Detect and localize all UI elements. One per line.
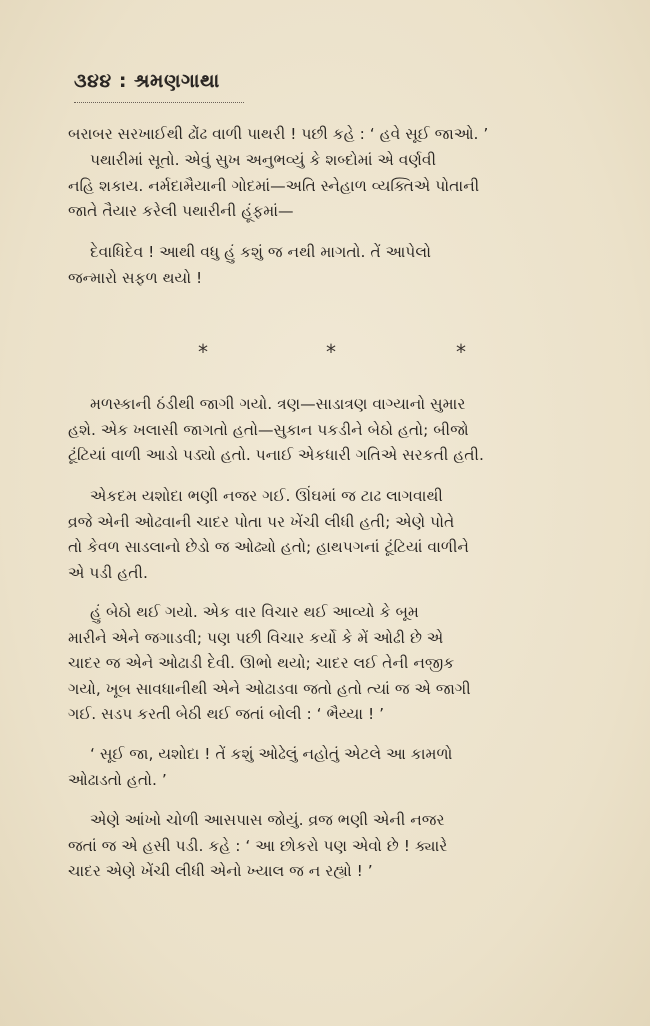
paragraph-s2-p4 xyxy=(68,742,570,793)
divider-star: * xyxy=(456,340,466,364)
section-divider xyxy=(0,340,650,370)
page-header: ૩૪૪ : શ્રમણગાથા xyxy=(74,70,220,92)
text-line: હું બેઠો થઈ ગયો. એક વાર વિચાર થઈ આવ્યો કે બૂમ xyxy=(90,603,419,621)
text-line: એકદમ યશોદા ભણી નજર ગઈ. ઊંઘમાં જ ટાઢ લાગવાથી xyxy=(90,487,443,505)
paragraph-s2-p1 xyxy=(68,392,570,469)
text-line: તો કેવળ સાડલાનો છેડો જ ઓઢ્યો હતો; હાથપગનાં ટૂંટિયાં વાળીને xyxy=(68,538,469,556)
text-line: જન્મારો સફળ થયો ! xyxy=(68,268,203,287)
divider-star: * xyxy=(326,340,336,364)
text-line: ‘ સૂઈ જા, યશોદા ! તેં કશું ઓઢેલું નહોતું એટલે આ કામળો xyxy=(90,745,453,763)
paragraph-s1-p2 xyxy=(68,148,570,225)
text-line: ચાદર જ એને ઓઢાડી દેવી. ઊભો થયો; ચાદર લઈ તેની નજીક xyxy=(68,654,455,672)
text-line: પથારીમાં સૂતો. એવું સુખ અનુભવ્યું કે શબ્દોમાં એ વર્ણવી xyxy=(90,151,437,169)
paragraph-s2-p2 xyxy=(68,484,570,586)
paragraph-s1-p1 xyxy=(68,122,570,148)
text-line: હશે. એક ખલાસી જાગતો હતો—સુકાન પકડીને બેઠો હતો; બીજો xyxy=(68,420,469,439)
text-line: જતાં જ એ હસી પડી. કહે : ‘ આ છોકરો પણ એવો છે ! ક્યારે xyxy=(68,836,448,855)
paragraph-s2-p3 xyxy=(68,600,570,728)
text-line: બરાબર સરખાઈથી ઢોંઢ વાળી પાથરી ! પછી કહે : ‘ હવે સૂઈ જાઓ. ’ xyxy=(68,125,489,143)
text-line: મારીને એને જગાડવી; પણ પછી વિચાર કર્યો કે મેં ઓઢી છે એ xyxy=(68,628,444,647)
text-line: ગયો, ખૂબ સાવધાનીથી એને ઓઢાડવા જતો હતો ત્યાં જ એ જાગી xyxy=(68,679,471,698)
text-line: મળસ્કાની ઠંડીથી જાગી ગયો. ત્રણ—સાડાત્રણ વાગ્યાનો સુમાર xyxy=(90,395,466,413)
text-line: એ પડી હતી. xyxy=(68,563,148,582)
text-line: જાતે તૈયાર કરેલી પથારીની હૂંફમાં— xyxy=(68,202,294,220)
paragraph-s2-p5 xyxy=(68,808,570,885)
text-line: ટૂંટિયાં વાળી આડો પડ્યો હતો. પનાઈ એકધારી ગતિએ સરકતી હતી. xyxy=(68,446,484,464)
text-line: ચાદર એણે ખેંચી લીધી એનો ખ્યાલ જ ન રહ્યો ! ’ xyxy=(68,862,373,880)
paragraph-s1-p3 xyxy=(68,240,570,291)
divider-star: * xyxy=(198,340,208,364)
header-underline xyxy=(74,98,244,103)
text-line: વ્રજે એની ઓઢવાની ચાદર પોતા પર ખેંચી લીધી હતી; એણે પોતે xyxy=(68,512,455,531)
text-line: દેવાધિદેવ ! આથી વધુ હું કશું જ નથી માગતો. તેં આપેલો xyxy=(90,243,431,261)
text-line: ગઈ. સડપ કરતી બેઠી થઈ જતાં બોલી : ‘ ભૈય્યા ! ’ xyxy=(68,705,385,723)
text-line: ઓઢાડતો હતો. ’ xyxy=(68,770,167,789)
text-line: નહિ શકાય. નર્મદામૈયાની ગોદમાં—અતિ સ્નેહાળ વ્યક્તિએ પોતાની xyxy=(68,176,480,195)
text-line: એણે આંખો ચોળી આસપાસ જોયું. વ્રજ ભણી એની નજર xyxy=(90,811,445,829)
